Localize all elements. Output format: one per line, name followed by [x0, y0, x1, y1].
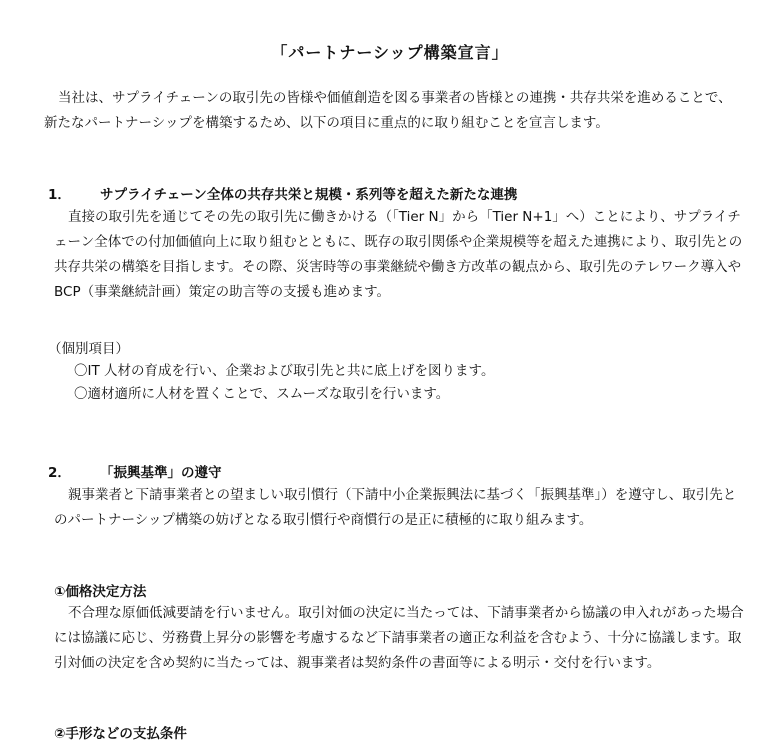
individual-items-label: （個別項目） [48, 341, 129, 357]
section-1-body: 直接の取引先を通じてその先の取引先に働きかける（「Tier N」から「Tier N+1」へ）ことにより、サプライチェーン全体での付加価値向上に取り組むとともに、既存の取引関係や企業規模等を超えた連携により、取引先との共存共栄の構築を目指します。その際、災害時等の事業継続や働き方改革の観点から、取引先のテレワーク導入やBCP（事業継続計画）策定の助言等の支援も進めます。 [54, 209, 743, 300]
list-item: 〇IT 人材の育成を行い、企業および取引先と共に底上げを図ります。 [74, 363, 495, 379]
section-2-title: 「振興基準」の遵守 [100, 465, 222, 481]
price-determination-body: 不合理な原価低減要請を行いません。取引対価の決定に当たっては、下請事業者から協議の申入れがあった場合には協議に応じ、労務費上昇分の影響を考慮するなど下請事業者の適正な利益を含むよう、十分に協議します。取引対価の決定を含め契約に当たっては、親事業者は契約条件の書面等による明示・交付を行います。 [54, 605, 744, 671]
document-title: 「パートナーシップ構築宣言」 [271, 43, 509, 62]
section-2-number: 2． [48, 465, 71, 481]
section-1-title: サプライチェーン全体の共存共栄と規模・系列等を超えた新たな連携 [100, 187, 518, 203]
list-item: 〇適材適所に人材を置くことで、スムーズな取引を行います。 [74, 386, 450, 402]
intro-paragraph: 当社は、サプライチェーンの取引先の皆様や価値創造を図る事業者の皆様との連携・共存共栄を進めることで、新たなパートナーシップを構築するため、以下の項目に重点的に取り組むことを宣言します。 [44, 90, 732, 131]
payment-terms-heading: ②手形などの支払条件 [54, 726, 187, 742]
section-1-number: 1． [48, 187, 71, 203]
section-2-body: 親事業者と下請事業者との望ましい取引慣行（下請中小企業振興法に基づく「振興基準」）を遵守し、取引先とのパートナーシップ構築の妨げとなる取引慣行や商慣行の是正に積極的に取り組みます。 [54, 487, 737, 528]
section-1-heading [48, 183, 517, 203]
price-determination-heading: ①価格決定方法 [54, 584, 147, 600]
section-2-heading [48, 461, 222, 481]
